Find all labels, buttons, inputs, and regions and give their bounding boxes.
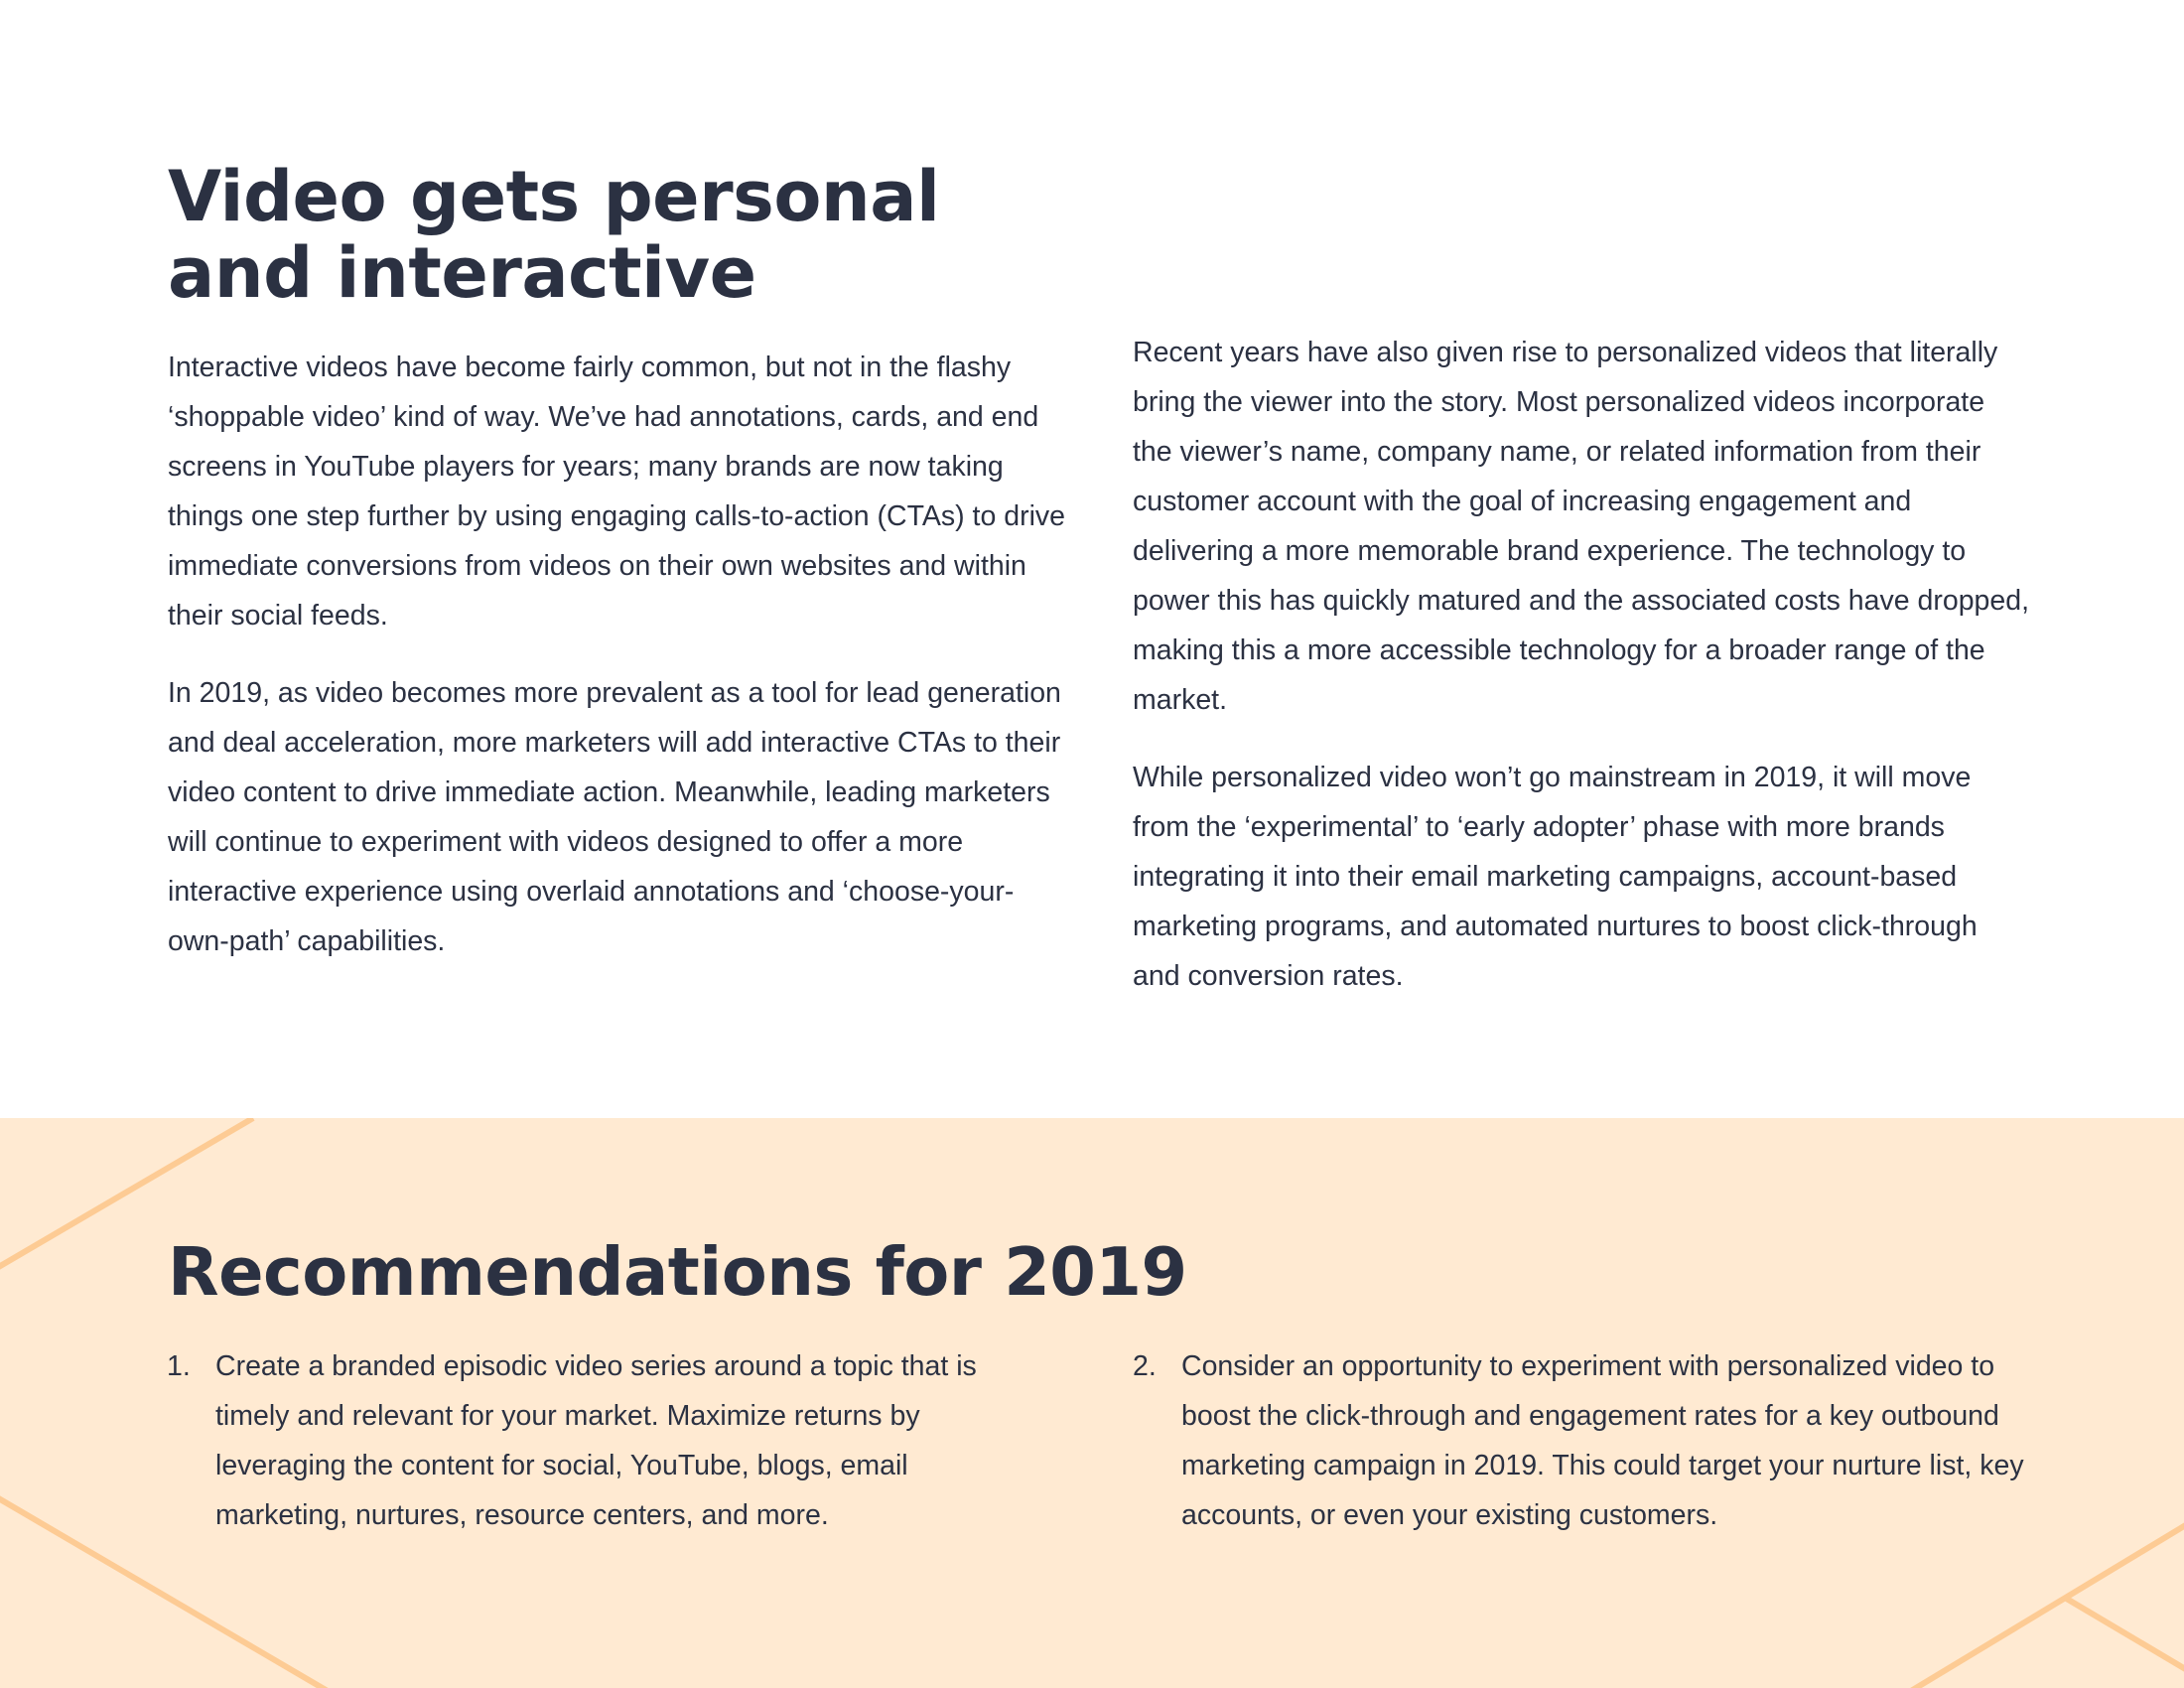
right-paragraph-2: While personalized video won’t go mainstream in 2019, it will move from the ‘experimental’ to ‘early adopter’ phase with more brands integrating it into their email marketing campaigns, account-based marketing programs, and automated nurtures to boost click-through and conversion rates. xyxy=(1133,762,1978,992)
page-title-line-2: and interactive xyxy=(168,232,756,314)
deco-line-bottom-right-a xyxy=(1906,1520,2184,1688)
recommendation-number: 1. xyxy=(167,1350,191,1382)
recommendation-text: Consider an opportunity to experiment with personalized video to boost the click-through and engagement rates for a key outbound marketing campaign in 2019. This could target your nurture list, key accounts, or even your existing customers. xyxy=(1181,1350,2024,1531)
deco-line-bottom-right-b xyxy=(2065,1598,2184,1674)
left-paragraph-1: Interactive videos have become fairly common, but not in the flashy ‘shoppable video’ kind of way. We’ve had annotations, cards, and end screens in YouTube players for years; many brands are now taking things one step further by using engaging calls-to-action (CTAs) to drive immediate conversions from videos on their own websites and within their social feeds. xyxy=(168,352,1066,632)
left-paragraph-2: In 2019, as video becomes more prevalent as a tool for lead generation and deal acceleration, more marketers will add interactive CTAs to their video content to drive immediate action. Meanwhile, leading marketers will continue to experiment with videos designed to offer a more interactive experience using overlaid annotations and ‘choose-your-own-path’ capabilities. xyxy=(168,677,1061,957)
recommendations-title: Recommendations for 2019 xyxy=(168,1233,1187,1311)
right-column xyxy=(1133,328,2031,1029)
recommendations-section xyxy=(0,1118,2184,1688)
page-title-line-1: Video gets personal xyxy=(168,156,940,237)
right-paragraph-1: Recent years have also given rise to personalized videos that literally bring the viewer into the story. Most personalized videos incorporate the viewer’s name, company name, or related information from their customer account with the goal of increasing engagement and delivering a more memorable brand experience. The technology to power this has quickly matured and the associated costs have dropped, making this a more accessible technology for a broader range of the market. xyxy=(1133,337,2030,716)
recommendation-text: Create a branded episodic video series around a topic that is timely and relevant for your market. Maximize returns by leveraging the content for social, YouTube, blogs, email marketing, nurtures, resource centers, and more. xyxy=(215,1350,977,1531)
page-title xyxy=(168,156,1061,314)
recommendation-number: 2. xyxy=(1133,1350,1157,1382)
left-column xyxy=(168,343,1066,994)
